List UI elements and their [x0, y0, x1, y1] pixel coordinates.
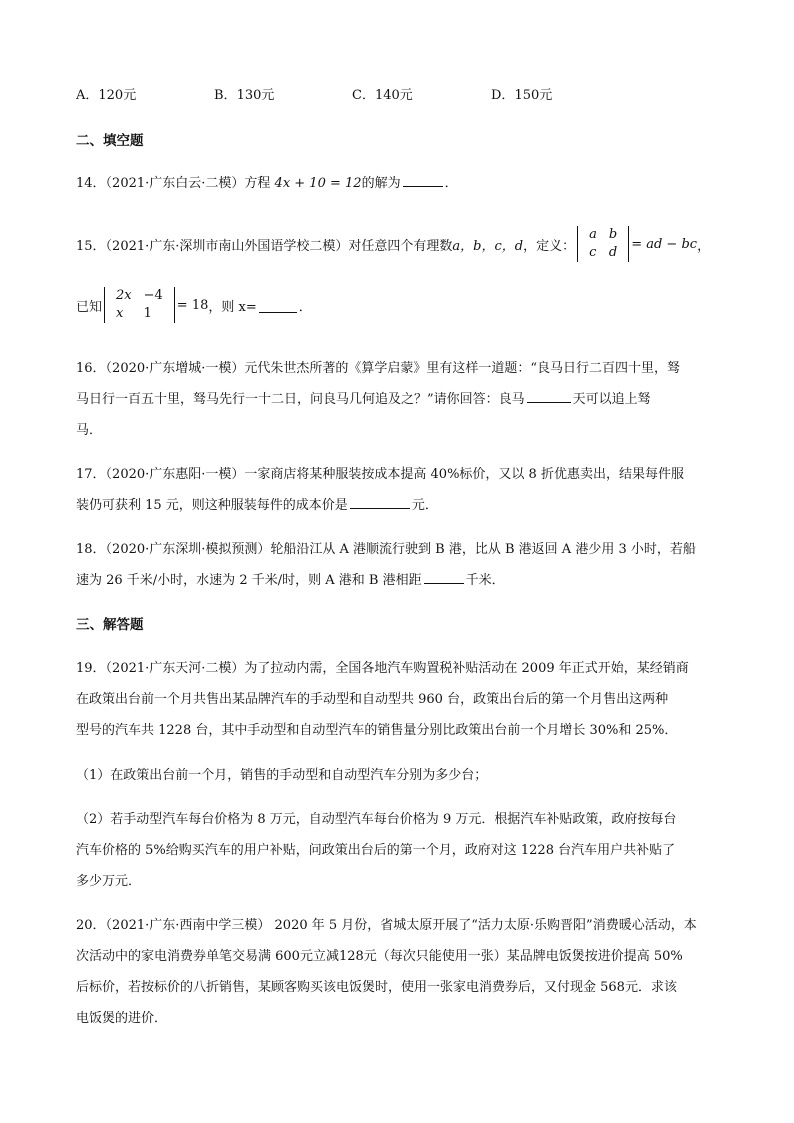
question-16-text: 马日行一百五十里，驽马先行一十二日，问良马几何追及之？”请你回答：良马	[76, 392, 525, 407]
question-15-def-label: ，定义：	[523, 238, 576, 254]
question-14-suffix: 的解为	[361, 176, 401, 191]
question-14	[76, 172, 458, 191]
question-19-line-2: 在政策出台前一个月共售出某品牌汽车的手动型和自动型共 960 台，政策出台后的第一个月售出这两种	[76, 692, 669, 707]
question-15-ask: ，则 x=	[208, 299, 257, 315]
question-17-line-1: 17．（2020·广东惠阳·一模）一家商店将某种服装按成本提高 40%标价，又以 8 折优惠卖出，结果每件服	[76, 467, 684, 482]
choice-letter: C．	[352, 88, 375, 103]
question-16-line-1: 16．（2020·广东增城·一模）元代朱世杰所著的《算学启蒙》里有这样一道题：“良马日行二百四十里，驽	[76, 361, 681, 376]
answer-blank[interactable]	[424, 569, 464, 584]
question-14-end: ．	[444, 176, 458, 191]
det-cell: a	[589, 227, 597, 242]
answer-blank[interactable]	[403, 172, 443, 187]
det-cell: x	[116, 306, 124, 321]
choice-b[interactable]	[214, 84, 274, 103]
question-15-def-end: ，	[697, 238, 711, 254]
choice-a[interactable]	[76, 84, 136, 103]
determinant-definition-result: = ad − bc	[631, 236, 698, 252]
det-cell: 1	[143, 306, 152, 321]
question-19-part-2-line-1: （2）若手动型汽车每台价格为 8 万元，自动型汽车每台价格为 9 万元．根据汽车补贴政策，政府按每台	[76, 812, 677, 827]
choice-c[interactable]	[352, 84, 413, 103]
choice-letter: B．	[214, 88, 237, 103]
question-19-line-3: 型号的汽车共 1228 台，其中手动型和自动型汽车的销售量分别比政策出台前一个月增长 30%和 25%．	[76, 723, 678, 738]
question-20-line-4: 电饭煲的进价．	[76, 1011, 168, 1026]
choice-value: 150元	[514, 88, 553, 103]
answer-blank[interactable]	[350, 494, 410, 509]
choice-value: 140元	[374, 88, 413, 103]
question-14-equation: 4x + 10 = 12	[274, 176, 362, 191]
question-20-line-2: 次活动中的家电消费券单笔交易满 600元立减128元（每次只能使用一张）某品牌电饭煲按进价提高 50%	[76, 949, 683, 964]
choice-letter: D．	[491, 88, 515, 103]
determinant-definition	[577, 226, 629, 262]
choice-value: 120元	[98, 88, 137, 103]
question-15-line-2	[76, 285, 312, 325]
det-cell: −4	[143, 288, 163, 303]
question-15-stem: 15．（2021·广东·深圳市南山外国语学校二模）对任意四个有理数	[76, 238, 453, 254]
question-19-line-1: 19．（2021·广东天河·二模）为了拉动内需，全国各地汽车购置税补贴活动在 2009 年正式开始，某经销商	[76, 661, 689, 676]
det-cell: 2x	[116, 288, 132, 303]
det-cell: b	[608, 227, 618, 242]
question-16-line-2	[76, 388, 651, 407]
question-15-end: ．	[298, 299, 312, 315]
question-17-line-2	[76, 494, 438, 513]
choice-letter: A．	[76, 88, 99, 103]
question-18-text: 速为 26 千米/小时，水速为 2 千米/时，则 A 港和 B 港相距	[76, 573, 422, 588]
question-15-vars: a，b，c，d	[452, 238, 524, 254]
question-19-part-2-line-2: 汽车价格的 5%给购买汽车的用户补贴，问政策出台后的第一个月，政府对这 1228 台汽车用户共补贴了	[76, 843, 676, 858]
answer-blank[interactable]	[527, 388, 571, 403]
det-cell: d	[608, 245, 618, 260]
question-18-text-end: 千米．	[465, 573, 505, 588]
question-19-part-1: （1）在政策出台前一个月，销售的手动型和自动型汽车分别为多少台；	[76, 768, 488, 783]
determinant-given	[104, 287, 175, 323]
question-18-line-2	[76, 569, 505, 588]
question-15-given: 已知	[76, 299, 103, 315]
question-14-stem: 14．（2021·广东白云·二模）方程	[76, 176, 271, 191]
question-20-line-3: 后标价，若按标价的八折销售，某顾客购买该电饭煲时，使用一张家电消费券后，又付现金 568元．求该	[76, 980, 677, 995]
question-17-text-end: 元．	[411, 498, 438, 513]
answer-blank[interactable]	[259, 298, 297, 313]
section-heading-solutions: 三、解答题	[76, 617, 144, 633]
question-15-equals: = 18	[176, 297, 209, 313]
question-15-line-1	[76, 226, 710, 262]
choice-value: 130元	[236, 88, 275, 103]
question-16-text-end: 天可以追上驽	[572, 392, 651, 407]
question-17-text: 装仍可获利 15 元，则这种服装每件的成本价是	[76, 498, 348, 513]
question-19-part-2-line-3: 多少万元．	[76, 874, 142, 889]
det-cell: c	[589, 245, 597, 260]
choice-d[interactable]	[491, 84, 552, 103]
question-16-line-3: 马．	[76, 423, 103, 438]
question-18-line-1: 18．（2020·广东深圳·模拟预测）轮船沿江从 A 港顺流行驶到 B 港，比从 B 港返回 A 港少用 3 小时，若船	[76, 542, 696, 557]
section-heading-fill-in: 二、填空题	[76, 133, 144, 149]
question-20-line-1: 20．（2021·广东·西南中学三模） 2020 年 5 月份，省城太原开展了“活力太原·乐购晋阳”消费暖心活动，本	[76, 918, 697, 933]
